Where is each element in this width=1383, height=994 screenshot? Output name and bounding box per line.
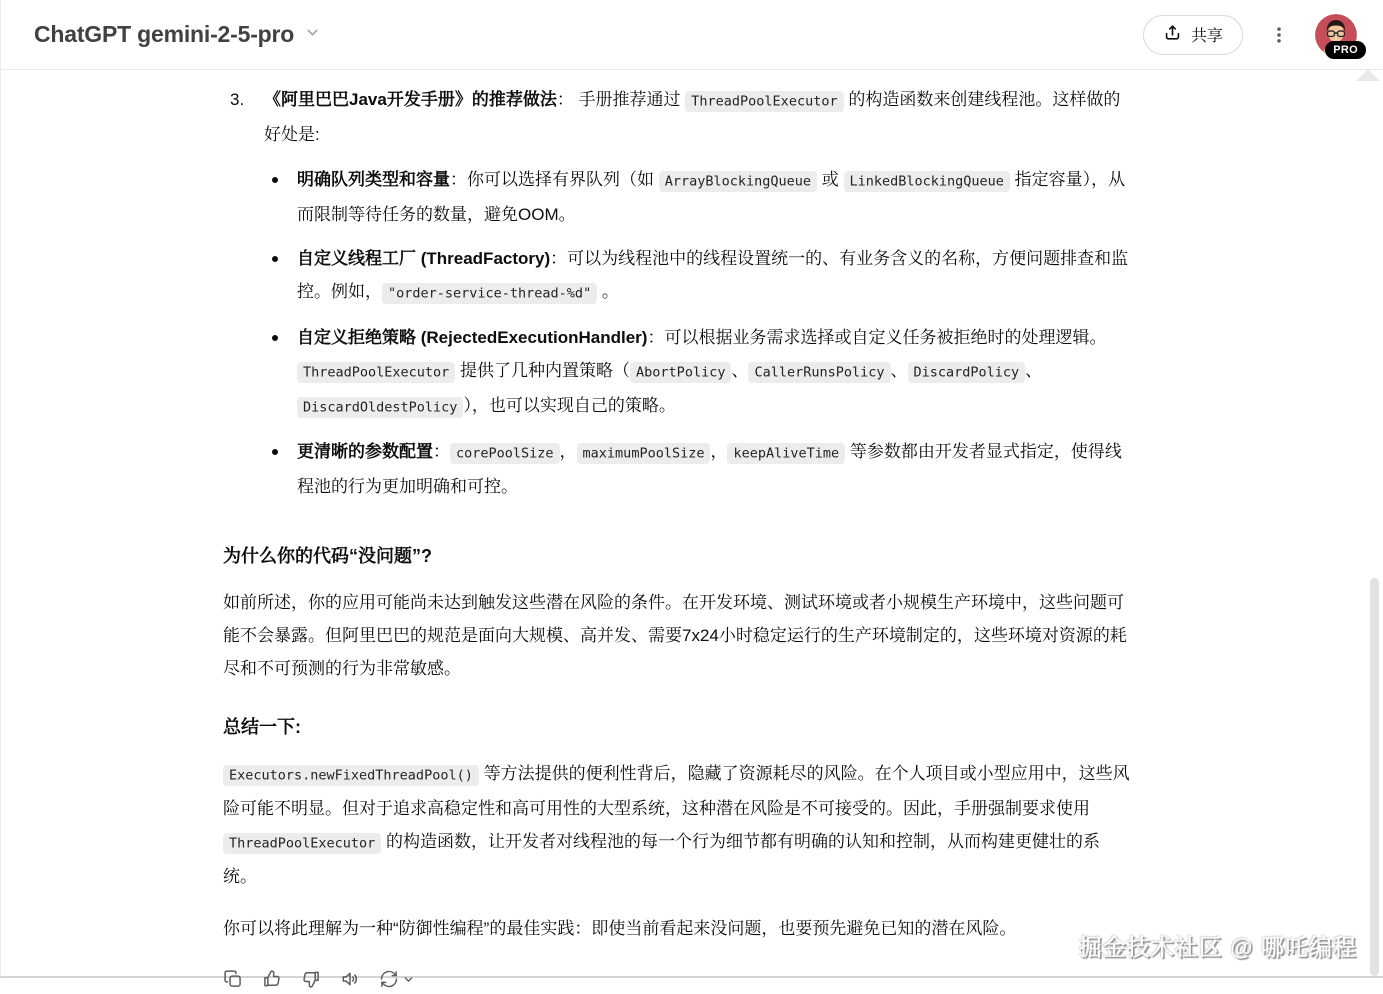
page-title: ChatGPT gemini-2-5-pro [34,21,295,47]
text-run: ： [433,442,450,461]
top-bar-right [1143,14,1357,56]
share-icon [1163,23,1182,47]
text-run: ：你可以选择有界队列（如 [450,170,659,189]
inline-code: ThreadPoolExecutor [297,362,455,383]
text-run: 等参数都由开发者显式指定，使得线程池的行为更加明确和可控。 [297,442,1122,496]
paragraph [223,586,1131,685]
thumbs-up-icon [262,969,282,989]
thumbs-up-button[interactable] [256,964,288,994]
inline-code: keepAliveTime [727,443,845,464]
text-run: ：可以根据业务需求选择或自定义任务被拒绝时的处理逻辑。 [647,328,1107,347]
inline-code: ThreadPoolExecutor [223,833,381,854]
text-run: 的构造函数，让开发者对线程池的每一个行为细节都有明确的认知和控制，从而构建更健壮的系统。 [223,832,1101,886]
inline-code: LinkedBlockingQueue [844,171,1010,192]
share-button[interactable] [1143,15,1243,55]
inline-code: CallerRunsPolicy [748,362,890,383]
text-run: 的构造函数来创建线程池。这样做的好处是: [264,90,1121,144]
bold-text: 更清晰的参数配置 [297,442,433,461]
bold-text: 自定义拒绝策略 (RejectedExecutionHandler) [297,328,648,347]
section-heading: 总结一下: [223,717,301,737]
chevron-down-icon [402,973,415,986]
model-switcher[interactable] [34,21,321,48]
regenerate-icon [379,969,399,989]
top-bar [1,0,1383,70]
inline-code: DiscardOldestPolicy [297,397,463,418]
thumbs-down-icon [301,969,321,989]
scroll-up-arrow-icon[interactable] [1356,69,1380,81]
bold-text: 自定义线程工厂 (ThreadFactory) [297,249,551,268]
message-actions [217,964,1383,994]
text-run: ：可以为线程池中的线程设置统一的、有业务含义的名称，方便问题排查和监控。例如， [297,249,1129,301]
inline-code: AbortPolicy [630,362,731,383]
bullet-item [264,163,1131,231]
inline-code: ArrayBlockingQueue [659,171,817,192]
kebab-menu-icon[interactable] [1265,21,1293,49]
text-run: ， [559,442,577,461]
bullet-item [264,242,1131,310]
thumbs-down-button[interactable] [295,964,327,994]
text-run: ， [710,442,728,461]
inline-code: ThreadPoolExecutor [685,91,843,112]
bold-text: 明确队列类型和容量 [297,170,450,189]
text-run: 或 [817,170,844,189]
text-run: 你可以将此理解为一种“防御性编程”的最佳实践：即使当前看起来没问题，也要预先避免已知的潜在风险。 [223,919,1017,938]
bold-text: 《阿里巴巴Java开发手册》的推荐做法 [264,90,557,109]
paragraph [223,912,1131,945]
bullet-item [264,321,1131,424]
scrollbar-thumb[interactable] [1370,578,1379,976]
share-button-label: 共享 [1190,28,1223,45]
bullet-item [264,435,1131,503]
text-run: ： 手册推荐通过 [556,90,686,109]
watermark: 掘金技术社区 @ 哪吒编程 [1078,934,1357,960]
inline-code: corePoolSize [450,443,560,464]
copy-button[interactable] [217,964,249,994]
model-switcher-chevron-icon [304,24,321,46]
inline-code: maximumPoolSize [577,443,711,464]
text-run: 如前所述，你的应用可能尚未达到触发这些潜在风险的条件。在开发环境、测试环境或者小规模生产环境中，这些问题可能不会暴露。但阿里巴巴的规范是面向大规模、高并发、需要7x24小时稳定运行的生产环境制定的，这些环境对资源的耗尽和不可预测的行为非常敏感。 [223,593,1127,678]
inline-code: "order-service-thread-%d" [382,283,597,304]
paragraph [223,757,1131,893]
assistant-message [223,83,1131,945]
text-run: 、 [890,361,908,380]
text-run: 提供了几种内置策略（ [455,361,631,380]
text-run: 。 [597,282,619,301]
text-run: 指定容量），从而限制等待任务的数量，避免OOM。 [297,170,1126,224]
copy-icon [223,969,243,989]
inline-code: Executors.newFixedThreadPool() [223,765,479,786]
text-run: 、 [731,361,749,380]
read-aloud-button[interactable] [334,964,366,994]
bullet-list [264,163,1131,503]
inline-code: DiscardPolicy [908,362,1026,383]
section-heading: 为什么你的代码“没问题”? [223,546,432,566]
numbered-list-item [223,83,1131,514]
text-run: 、 [1025,361,1043,380]
regenerate-button[interactable] [373,964,421,994]
text-run: 等方法提供的便利性背后，隐藏了资源耗尽的风险。在个人项目或小型应用中，这些风险可能不明显。但对于追求高稳定性和高可用性的大型系统，这种潜在风险是不可接受的。因此，手册强制要求使用 [223,764,1130,818]
list-number: 3. [230,90,245,109]
read-aloud-icon [340,969,360,989]
list-item-text [264,83,1131,151]
pro-badge: PRO [1325,41,1366,59]
text-run: ），也可以实现自己的策略。 [463,396,676,415]
avatar[interactable] [1315,14,1357,56]
